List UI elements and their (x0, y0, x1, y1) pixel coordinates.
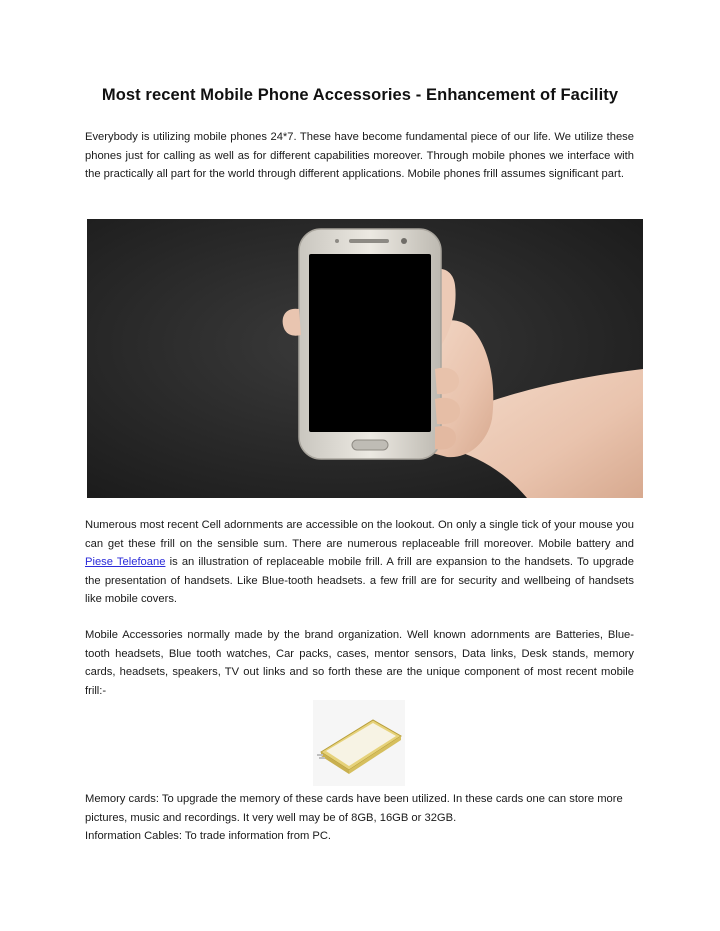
lithium-battery-icon (313, 700, 405, 786)
page-title: Most recent Mobile Phone Accessories - Enhancement of Facility (101, 86, 619, 104)
piese-telefoane-link[interactable]: Piese Telefoane (85, 556, 166, 569)
paragraph-text: Numerous most recent Cell adornments are accessible on the lookout. On only a single tick of your mouse you can get these frill on the sensible sum. There are numerous replaceable frill moreover. Mobile battery and (85, 519, 634, 550)
memory-cards-paragraph (85, 790, 634, 846)
intro-paragraph: Everybody is utilizing mobile phones 24*7. These have become fundamental piece of our life. We utilize these phones just for calling as well as for different capabilities moreover. Through mobile phones we interface with the practically all part for the world through different applications. Mobile phones frill assumes significant part. (85, 131, 634, 181)
memory-cards-text: Memory cards: To upgrade the memory of these cards have been utilized. In these cards one can store more pictures, music and recordings. It very well may be of 8GB, 16GB or 32GB. (85, 793, 623, 824)
accessories-paragraph (85, 516, 634, 609)
brand-accessories-paragraph: Mobile Accessories normally made by the brand organization. Well known adornments are Batteries, Blue-tooth headsets, Blue tooth watches, Car packs, cases, mentor sensors, Data links, Desk stands, memory cards, headsets, speakers, TV out links and so forth these are the unique component of most recent mobile frill:- (85, 629, 634, 697)
information-cables-text: Information Cables: To trade information from PC. (85, 830, 332, 843)
hand-holding-smartphone-icon (87, 219, 643, 498)
paragraph-text: is an illustration of replaceable mobile frill. A frill are expansion to the handsets. To upgrade the presentation of handsets. Like Blue-tooth headsets. a few frill are for security and wellbeing of handsets like mobile covers. (85, 556, 634, 606)
